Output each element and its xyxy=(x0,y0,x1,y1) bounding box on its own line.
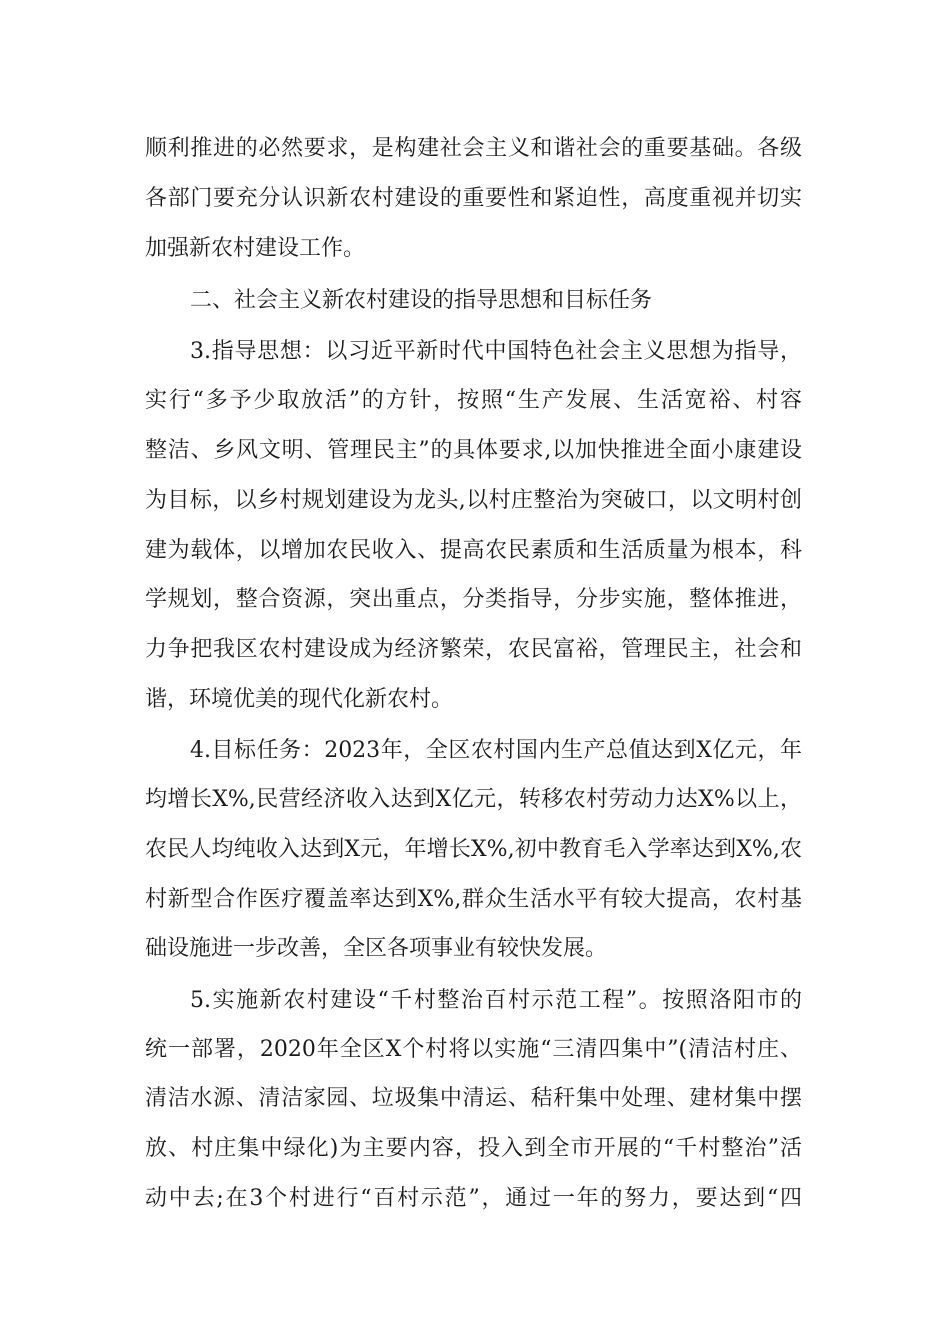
text-line: 实行“多予少取放活”的方针，按照“生产发展、生活宽裕、村容 xyxy=(145,388,802,413)
text-line: 5.实施新农村建设“千村整治百村示范工程”。按照洛阳市的 xyxy=(190,988,802,1013)
text-line: 动中去;在3个村进行“百村示范”，通过一年的努力，要达到“四 xyxy=(145,1186,802,1211)
text-line: 4.目标任务：2023年，全区农村国内生产总值达到X亿元，年 xyxy=(190,738,802,763)
text-line: 均增长X%,民营经济收入达到X亿元，转移农村劳动力达X%以上， xyxy=(145,787,802,812)
text-line: 3.指导思想：以习近平新时代中国特色社会主义思想为指导， xyxy=(190,339,802,364)
text-line: 为目标，以乡村规划建设为龙头,以村庄整治为突破口，以文明村创 xyxy=(145,488,802,513)
text-line: 放、村庄集中绿化)为主要内容，投入到全市开展的“千村整治”活 xyxy=(145,1136,802,1161)
text-line: 建为载体，以增加农民收入、提高农民素质和生活质量为根本，科 xyxy=(145,538,802,563)
text-line: 顺利推进的必然要求，是构建社会主义和谐社会的重要基础。各级 xyxy=(145,136,802,161)
text-line: 学规划，整合资源，突出重点，分类指导，分步实施，整体推进， xyxy=(145,587,802,612)
text-line: 清洁水源、清洁家园、垃圾集中清运、秸秆集中处理、建材集中摆 xyxy=(145,1086,802,1111)
section-heading: 二、社会主义新农村建设的指导思想和目标任务 xyxy=(190,288,653,313)
text-line: 力争把我区农村建设成为经济繁荣，农民富裕，管理民主，社会和 xyxy=(145,637,802,662)
text-line: 统一部署，2020年全区X个村将以实施“三清四集中”(清洁村庄、 xyxy=(145,1037,802,1062)
text-line: 各部门要充分认识新农村建设的重要性和紧迫性，高度重视并切实 xyxy=(145,186,802,211)
text-line: 加强新农村建设工作。 xyxy=(145,236,366,261)
text-line: 农民人均纯收入达到X元，年增长X%,初中教育毛入学率达到X%,农 xyxy=(145,837,802,862)
text-line: 础设施进一步改善，全区各项事业有较快发展。 xyxy=(145,936,608,961)
text-line: 谐，环境优美的现代化新农村。 xyxy=(145,687,454,712)
text-line: 村新型合作医疗覆盖率达到X%,群众生活水平有较大提高，农村基 xyxy=(145,887,802,912)
text-line: 整洁、乡风文明、管理民主”的具体要求,以加快推进全面小康建设 xyxy=(145,438,802,463)
